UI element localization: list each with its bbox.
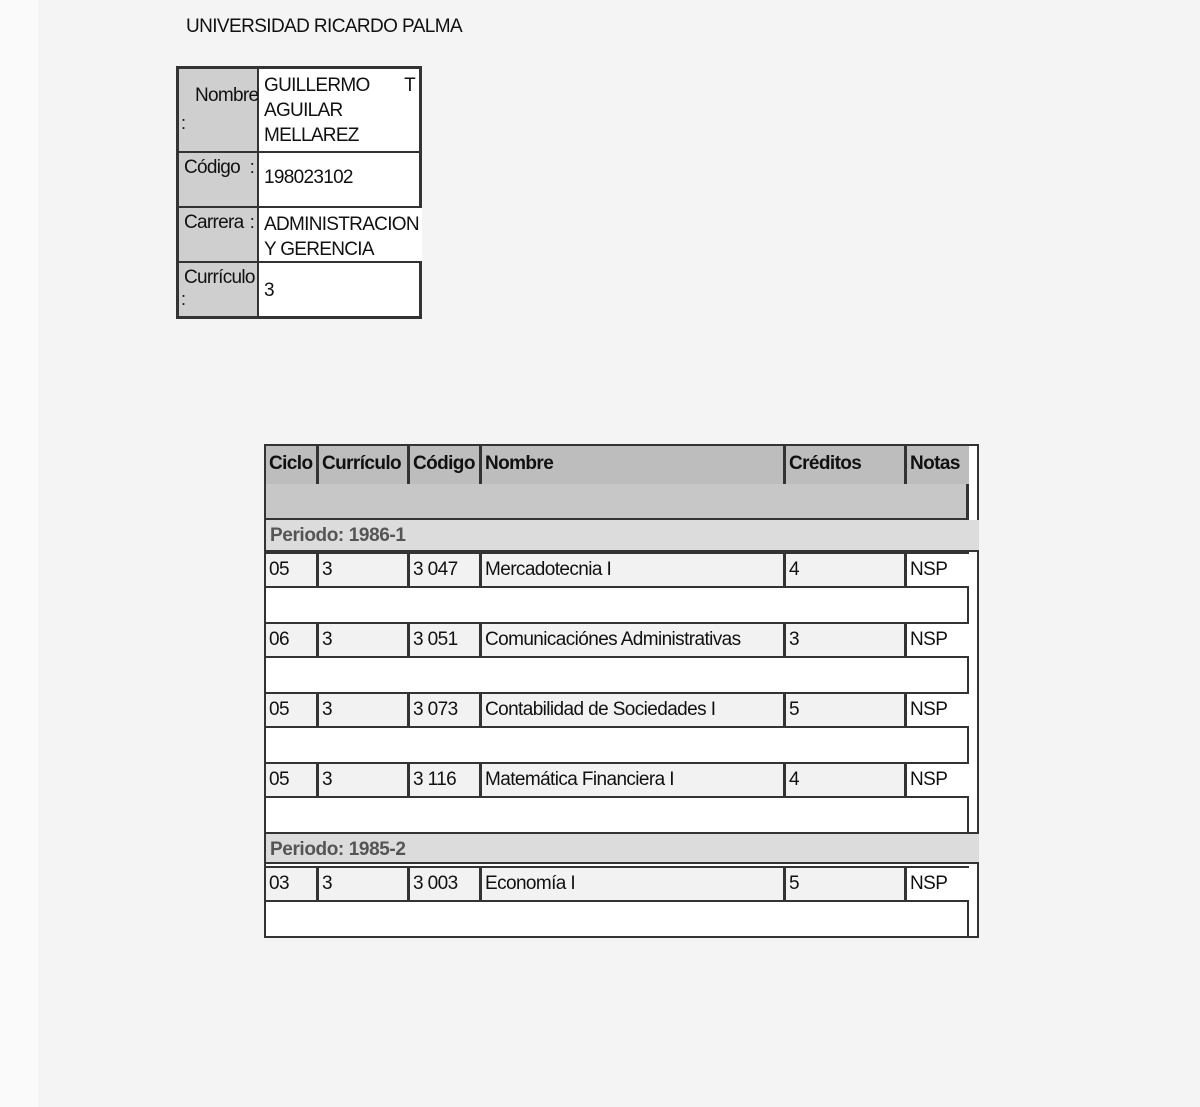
header-nombre: Nombre bbox=[482, 446, 786, 484]
carrera-label bbox=[179, 208, 259, 261]
cell-curriculo: 3 bbox=[319, 764, 410, 796]
cell-notas: NSP bbox=[907, 554, 969, 586]
header-creditos: Créditos bbox=[786, 446, 907, 484]
cell-ciclo: 06 bbox=[266, 624, 319, 656]
header-codigo: Código bbox=[410, 446, 482, 484]
cell-curriculo: 3 bbox=[319, 554, 410, 586]
nombre-line-2: AGUILAR bbox=[264, 100, 343, 121]
nombre-line-3: MELLAREZ bbox=[264, 125, 359, 146]
nombre-value bbox=[259, 69, 419, 151]
university-title: UNIVERSIDAD RICARDO PALMA bbox=[186, 16, 463, 37]
nombre-row bbox=[179, 69, 419, 153]
table-row bbox=[266, 552, 969, 588]
cell-nombre: Comunicaciónes Administrativas bbox=[482, 624, 786, 656]
table-row bbox=[266, 866, 969, 902]
codigo-row bbox=[179, 153, 419, 208]
carrera-line-2: Y GERENCIA bbox=[264, 239, 374, 260]
cell-creditos: 4 bbox=[786, 554, 907, 586]
table-row bbox=[266, 622, 969, 658]
cell-nombre: Contabilidad de Sociedades I bbox=[482, 694, 786, 726]
cell-codigo: 3 003 bbox=[410, 868, 482, 900]
nombre-line-1: GUILLERMO bbox=[264, 75, 370, 96]
blank-row bbox=[266, 902, 969, 936]
curriculo-label-text: Currículo bbox=[184, 267, 255, 288]
table-row bbox=[266, 762, 969, 798]
nombre-colon: : bbox=[181, 113, 186, 133]
codigo-colon: : bbox=[249, 157, 254, 177]
cell-ciclo: 03 bbox=[266, 868, 319, 900]
cell-notas: NSP bbox=[907, 764, 969, 796]
carrera-value bbox=[259, 208, 422, 261]
table-header bbox=[266, 446, 969, 486]
carrera-colon: : bbox=[249, 212, 254, 232]
cell-notas: NSP bbox=[907, 694, 969, 726]
carrera-row bbox=[179, 208, 419, 263]
cell-curriculo: 3 bbox=[319, 694, 410, 726]
cell-notas: NSP bbox=[907, 868, 969, 900]
cell-codigo: 3 051 bbox=[410, 624, 482, 656]
cell-ciclo: 05 bbox=[266, 764, 319, 796]
table-row bbox=[266, 692, 969, 728]
cell-curriculo: 3 bbox=[319, 868, 410, 900]
student-info-box bbox=[176, 66, 422, 319]
cell-creditos: 3 bbox=[786, 624, 907, 656]
header-notas: Notas bbox=[907, 446, 969, 484]
cell-codigo: 3 116 bbox=[410, 764, 482, 796]
carrera-label-text: Carrera bbox=[184, 212, 244, 233]
blank-row bbox=[266, 728, 969, 762]
cell-codigo: 3 073 bbox=[410, 694, 482, 726]
grades-table bbox=[264, 444, 979, 938]
nombre-label bbox=[179, 69, 259, 151]
header-spacer bbox=[266, 484, 969, 520]
header-ciclo: Ciclo bbox=[266, 446, 319, 484]
cell-nombre: Economía I bbox=[482, 868, 786, 900]
cell-ciclo: 05 bbox=[266, 554, 319, 586]
curriculo-colon: : bbox=[181, 289, 186, 309]
period-header: Periodo: 1985-2 bbox=[266, 832, 979, 864]
curriculo-label bbox=[179, 263, 259, 316]
blank-row bbox=[266, 658, 969, 692]
codigo-label-text: Código bbox=[184, 157, 241, 178]
carrera-line-1: ADMINISTRACION bbox=[264, 214, 419, 235]
codigo-label bbox=[179, 153, 259, 206]
blank-row bbox=[266, 588, 969, 622]
cell-creditos: 5 bbox=[786, 868, 907, 900]
cell-nombre: Matemática Financiera I bbox=[482, 764, 786, 796]
cell-codigo: 3 047 bbox=[410, 554, 482, 586]
cell-nombre: Mercadotecnia I bbox=[482, 554, 786, 586]
period-header: Periodo: 1986-1 bbox=[266, 520, 979, 552]
cell-creditos: 4 bbox=[786, 764, 907, 796]
scan-margin bbox=[0, 0, 38, 1107]
nombre-label-text: Nombre bbox=[195, 85, 259, 106]
cell-notas: NSP bbox=[907, 624, 969, 656]
cell-creditos: 5 bbox=[786, 694, 907, 726]
header-curriculo: Currículo bbox=[319, 446, 410, 484]
curriculo-value: 3 bbox=[259, 263, 419, 316]
codigo-value: 198023102 bbox=[259, 153, 419, 206]
cell-curriculo: 3 bbox=[319, 624, 410, 656]
curriculo-row bbox=[179, 263, 419, 316]
cell-ciclo: 05 bbox=[266, 694, 319, 726]
blank-row bbox=[266, 798, 969, 832]
nombre-initial: T bbox=[404, 75, 415, 96]
